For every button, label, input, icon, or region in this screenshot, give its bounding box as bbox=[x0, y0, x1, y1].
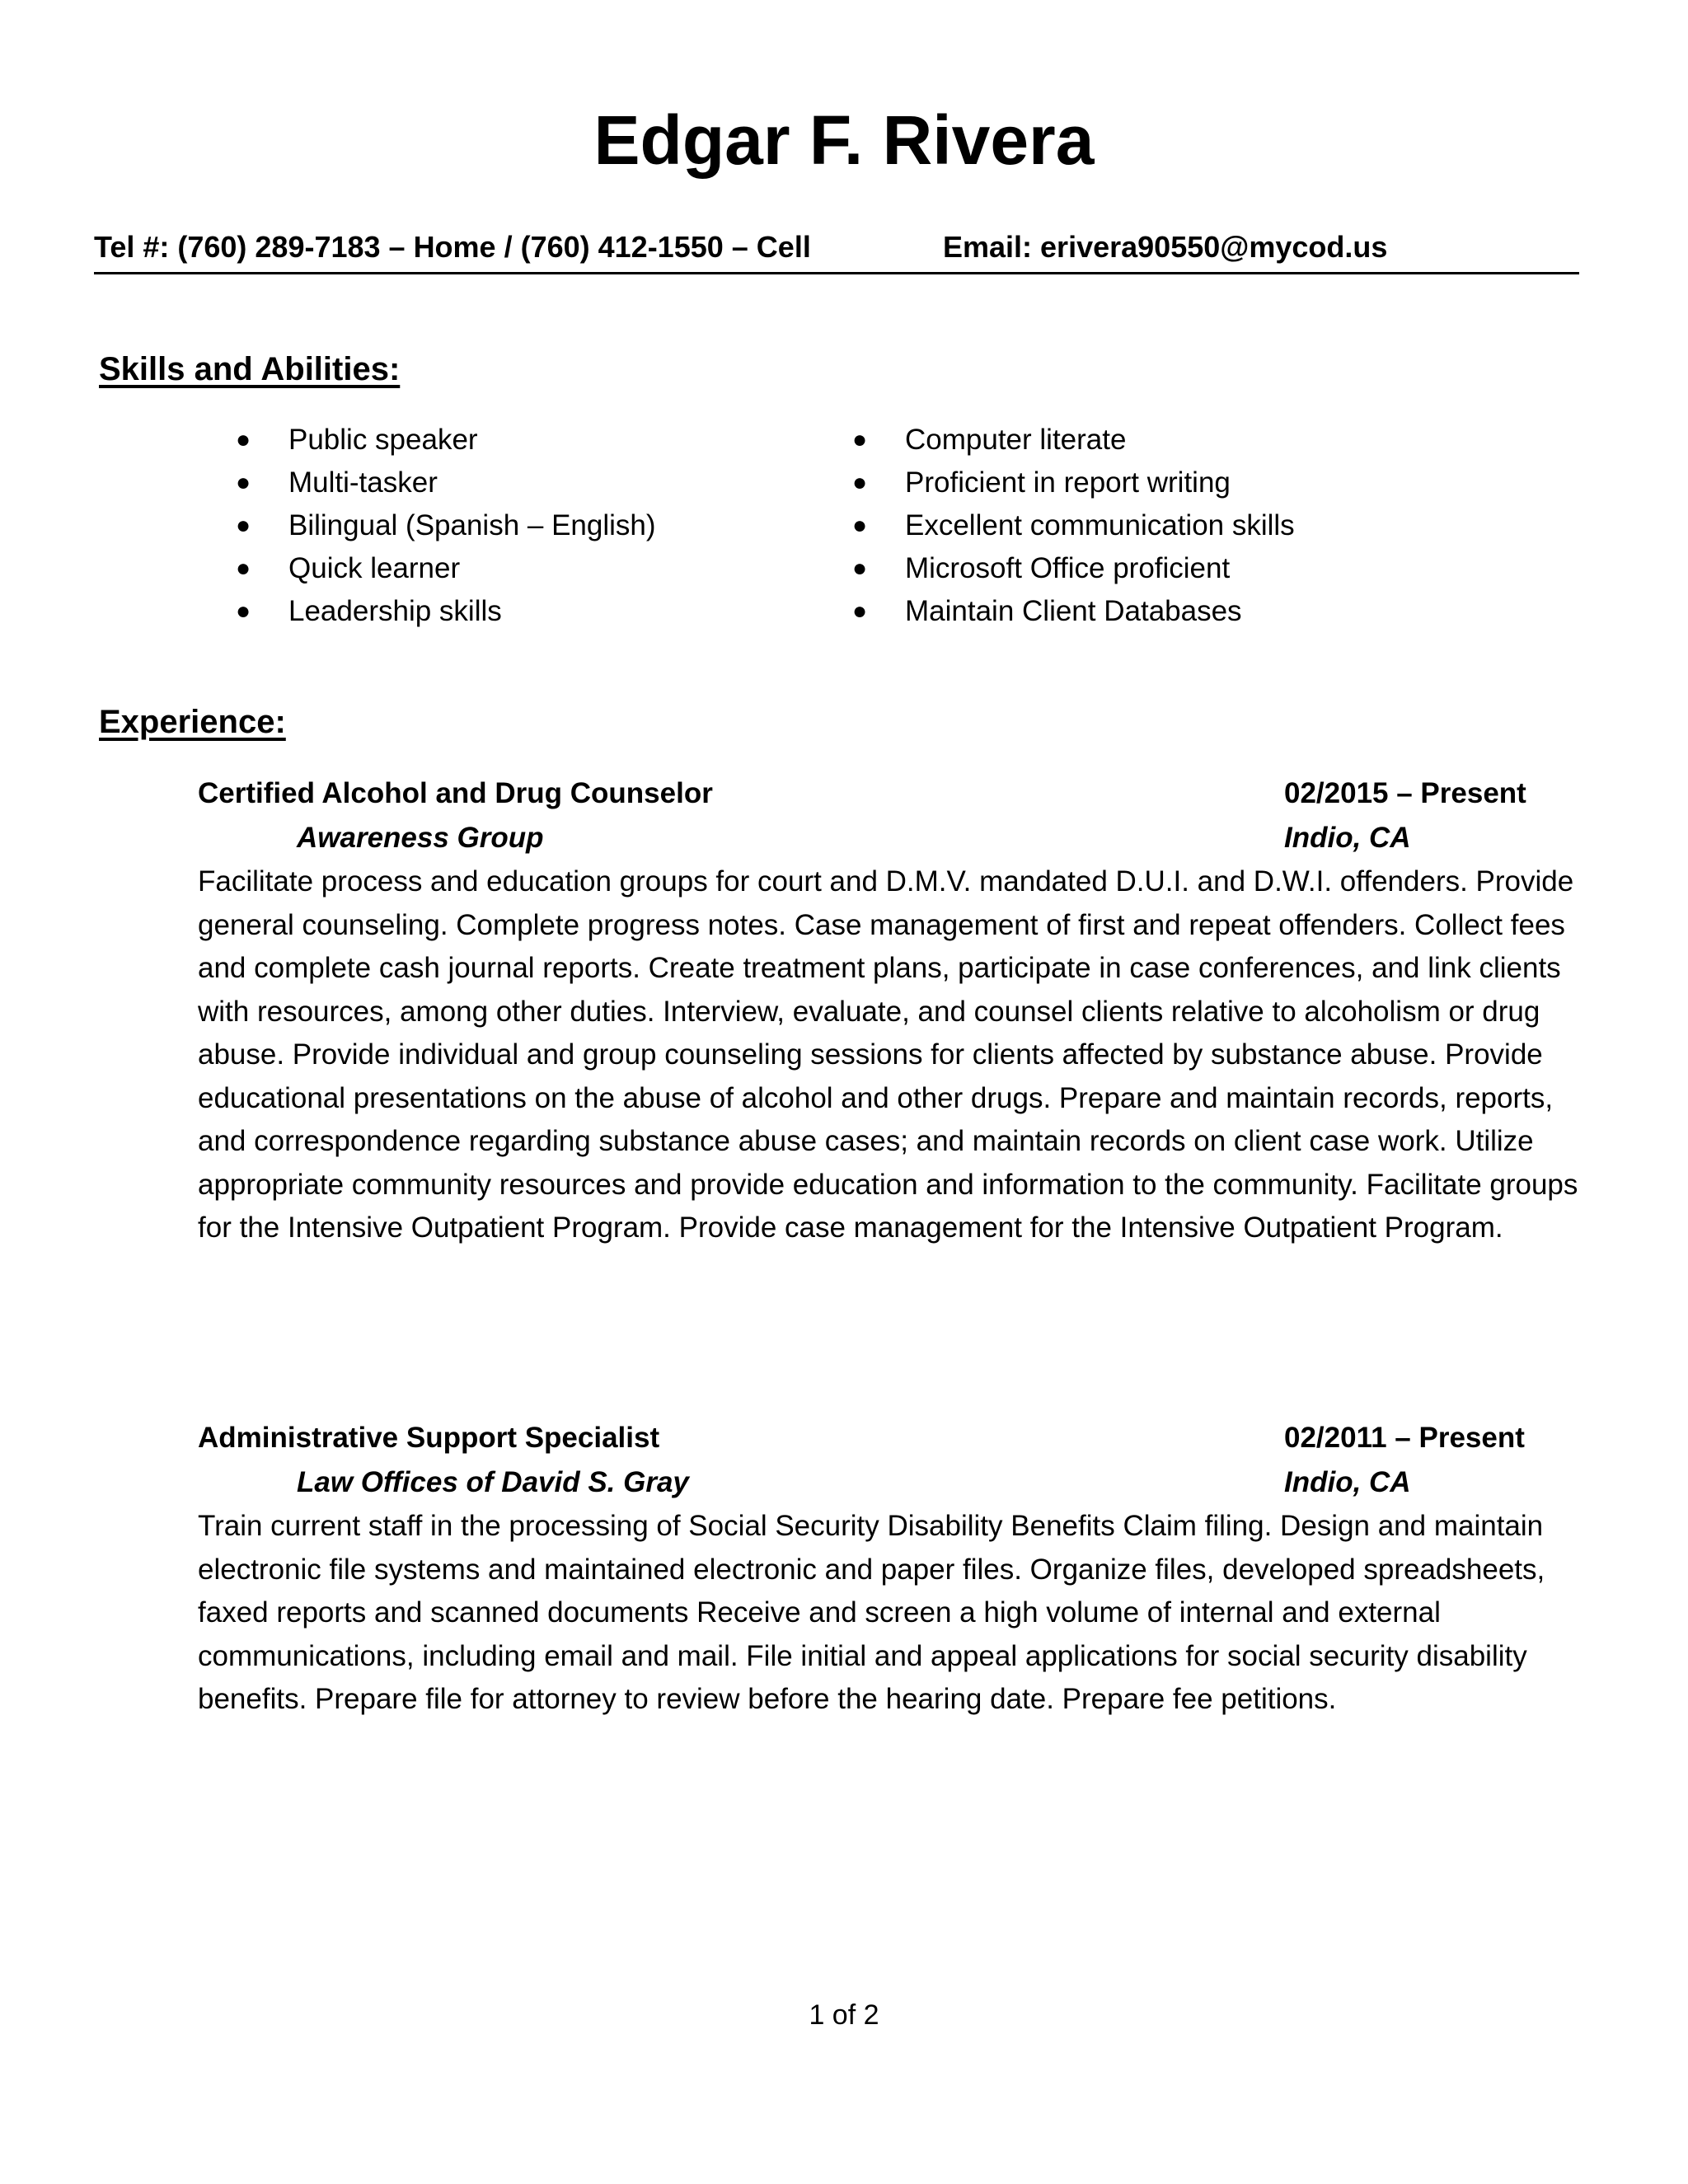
skills-heading: Skills and Abilities: bbox=[99, 351, 401, 387]
bullet-icon: ● bbox=[236, 512, 251, 539]
experience-heading: Experience: bbox=[99, 704, 286, 740]
phone-numbers: Tel #: (760) 289-7183 – Home / (760) 412-1550 – Cell bbox=[94, 230, 811, 264]
skills-list-right bbox=[852, 419, 1295, 633]
skill-item: ● Maintain Client Databases bbox=[852, 590, 1295, 633]
job-organization: Awareness Group bbox=[297, 822, 544, 854]
job-entry bbox=[198, 771, 1582, 1250]
bullet-icon: ● bbox=[236, 469, 251, 496]
bullet-icon: ● bbox=[852, 469, 868, 496]
job-organization: Law Offices of David S. Gray bbox=[297, 1466, 689, 1498]
job-title: Administrative Support Specialist bbox=[198, 1422, 660, 1454]
skill-item: ● Multi-tasker bbox=[236, 462, 656, 504]
job-dates: 02/2015 – Present bbox=[1284, 777, 1526, 809]
skill-item: ● Public speaker bbox=[236, 419, 656, 462]
bullet-icon: ● bbox=[852, 512, 868, 539]
candidate-name: Edgar F. Rivera bbox=[593, 101, 1095, 179]
skill-item: ● Quick learner bbox=[236, 547, 656, 590]
job-org-row bbox=[198, 816, 1582, 860]
skill-item: ● Leadership skills bbox=[236, 590, 656, 633]
bullet-icon: ● bbox=[236, 426, 251, 453]
skill-item: ● Proficient in report writing bbox=[852, 462, 1295, 504]
job-title-row bbox=[198, 1416, 1582, 1460]
job-org-row bbox=[198, 1460, 1582, 1505]
skill-item: ● Computer literate bbox=[852, 419, 1295, 462]
job-entry bbox=[198, 1416, 1582, 1722]
contact-line bbox=[94, 232, 1578, 262]
job-title-row bbox=[198, 771, 1582, 816]
job-description: Facilitate process and education groups for court and D.M.V. mandated D.U.I. and D.W.I. offenders. Provide general counseling. Complete progress notes. Case management of first and repeat offenders. Collect fees and complete cash journal reports. Create treatment plans, participate in case conferences, and link clients with resources, among other duties. Interview, evaluate, and counsel clients relative to alcoholism or drug abuse. Provide individual and group counseling sessions for clients affected by substance abuse. Provide educational presentations on the abuse of alcohol and other drugs. Prepare and maintain records, reports, and correspondence regarding substance abuse cases; and maintain records on client case work. Utilize appropriate community resources and provide education and information to the community. Facilitate groups for the Intensive Outpatient Program. Provide case management for the Intensive Outpatient Program. bbox=[198, 865, 1578, 1244]
bullet-icon: ● bbox=[852, 555, 868, 582]
job-description: Train current staff in the processing of Social Security Disability Benefits Claim filing. Design and maintain electronic file systems and maintained electronic and paper files. Organize files, developed spreadsheets, faxed reports and scanned documents Receive and screen a high volume of internal and external communications, including email and mail. File initial and appeal applications for social security disability benefits. Prepare file for attorney to review before the hearing date. Prepare fee petitions. bbox=[198, 1510, 1545, 1715]
skill-item: ● Bilingual (Spanish – English) bbox=[236, 504, 656, 547]
skill-item: ● Microsoft Office proficient bbox=[852, 547, 1295, 590]
bullet-icon: ● bbox=[852, 598, 868, 625]
job-title: Certified Alcohol and Drug Counselor bbox=[198, 777, 713, 809]
header-divider bbox=[94, 272, 1579, 274]
page-number: 1 of 2 bbox=[809, 1999, 879, 2031]
skill-item: ● Excellent communication skills bbox=[852, 504, 1295, 547]
job-dates: 02/2011 – Present bbox=[1284, 1422, 1525, 1454]
bullet-icon: ● bbox=[236, 555, 251, 582]
job-location: Indio, CA bbox=[1284, 822, 1411, 854]
job-location: Indio, CA bbox=[1284, 1466, 1411, 1498]
bullet-icon: ● bbox=[236, 598, 251, 625]
skills-list-left bbox=[236, 419, 656, 633]
bullet-icon: ● bbox=[852, 426, 868, 453]
email-address: Email: erivera90550@mycod.us bbox=[943, 230, 1388, 264]
